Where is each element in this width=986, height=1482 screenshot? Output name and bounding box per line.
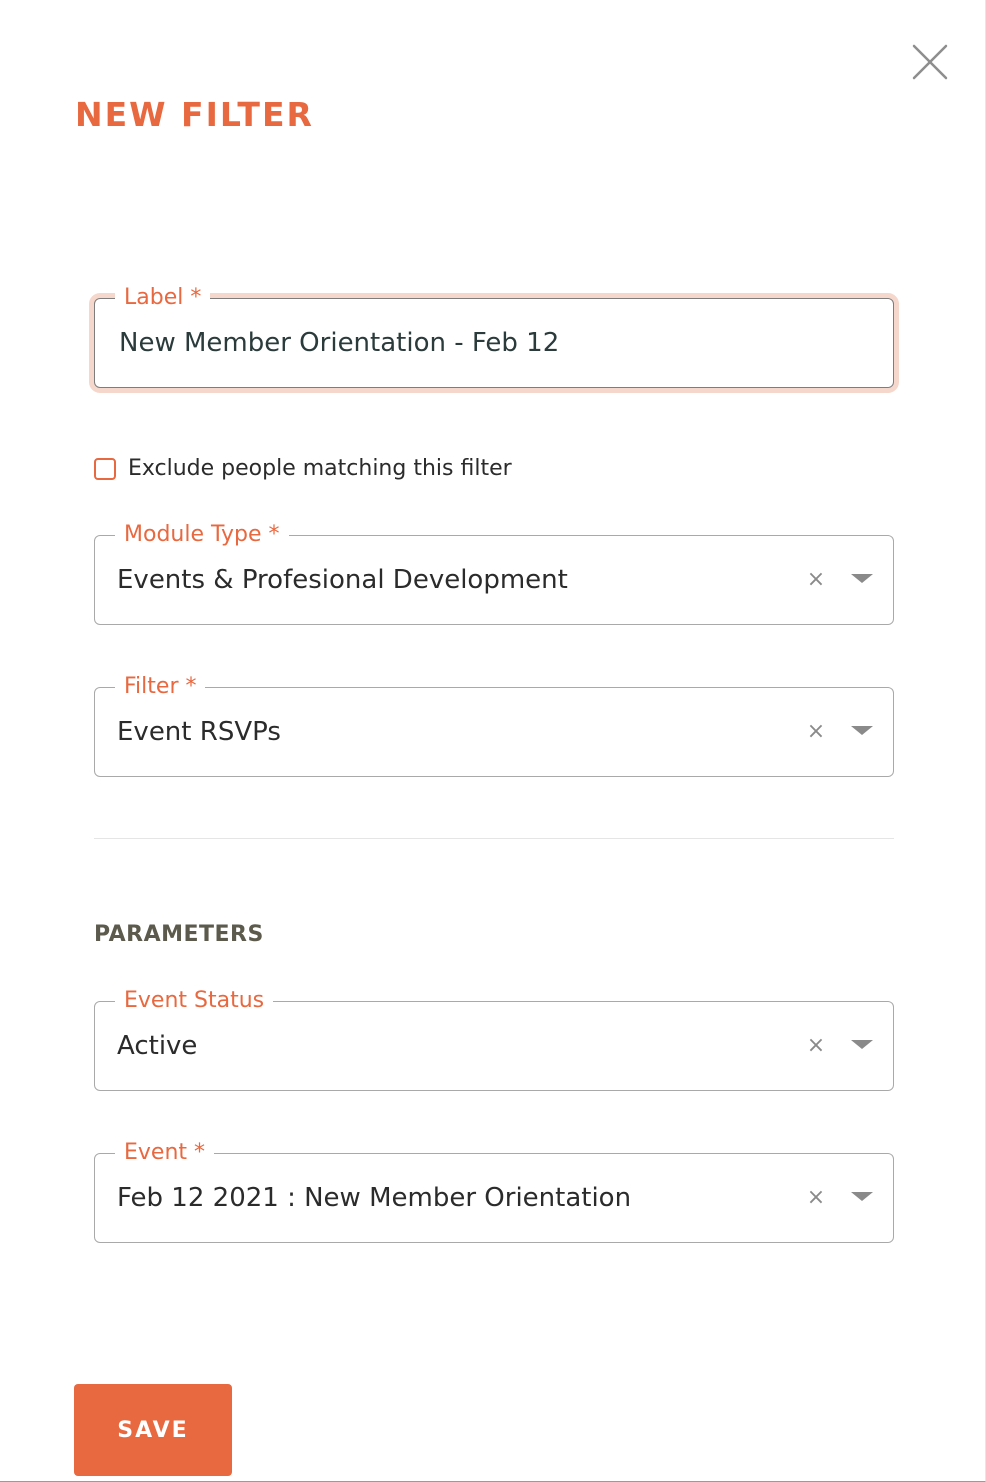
label-input[interactable] xyxy=(119,299,859,387)
module-type-legend: Module Type * xyxy=(115,520,289,550)
event-status-select[interactable] xyxy=(94,988,894,1091)
close-button[interactable] xyxy=(908,40,952,84)
module-type-select[interactable] xyxy=(94,522,894,625)
exclude-checkbox[interactable] xyxy=(94,458,116,480)
exclude-checkbox-row[interactable] xyxy=(94,454,512,484)
chevron-down-icon[interactable] xyxy=(851,726,873,735)
filter-value: Event RSVPs xyxy=(117,717,281,747)
event-status-value: Active xyxy=(117,1031,198,1061)
module-type-value: Events & Profesional Development xyxy=(117,565,568,595)
parameters-heading: PARAMETERS xyxy=(94,922,264,947)
event-value: Feb 12 2021 : New Member Orientation xyxy=(117,1183,632,1213)
chevron-down-icon[interactable] xyxy=(851,1040,873,1049)
exclude-checkbox-label[interactable]: Exclude people matching this filter xyxy=(128,456,512,481)
event-select[interactable] xyxy=(94,1140,894,1243)
label-field-legend: Label * xyxy=(115,283,210,313)
close-icon xyxy=(908,40,952,84)
filter-legend: Filter * xyxy=(115,672,205,702)
event-legend: Event * xyxy=(115,1138,214,1168)
dialog-title: NEW FILTER xyxy=(75,95,314,134)
chevron-down-icon[interactable] xyxy=(851,1192,873,1201)
clear-icon[interactable]: × xyxy=(806,1185,826,1210)
clear-icon[interactable]: × xyxy=(806,567,826,592)
event-status-legend: Event Status xyxy=(115,986,273,1016)
chevron-down-icon[interactable] xyxy=(851,574,873,583)
clear-icon[interactable]: × xyxy=(806,1033,826,1058)
clear-icon[interactable]: × xyxy=(806,719,826,744)
filter-select[interactable] xyxy=(94,674,894,777)
save-button[interactable]: SAVE xyxy=(74,1384,232,1476)
label-field[interactable] xyxy=(94,285,894,388)
section-divider xyxy=(94,838,894,839)
